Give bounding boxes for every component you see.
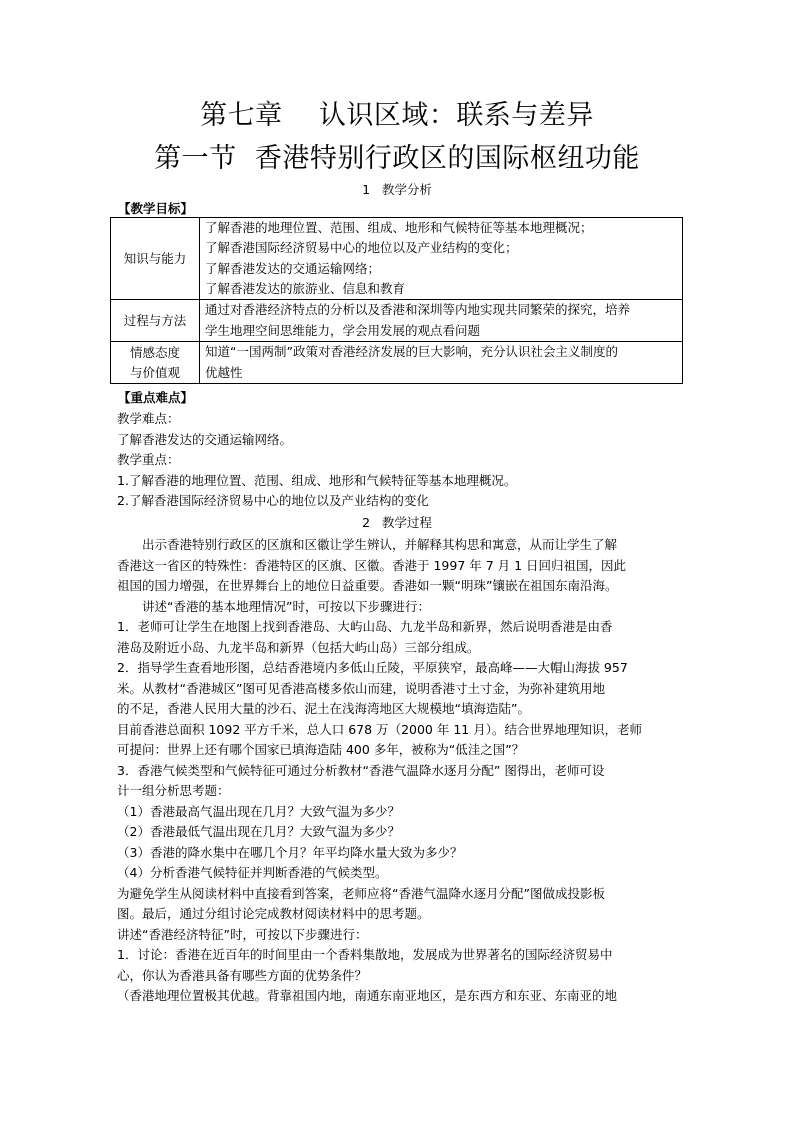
keypoint-line: 了解香港发达的交通运输网络。 [117, 431, 293, 447]
process-line: 目前香港总面积 1092 平方千米，总人口 678 万（2000 年 11 月）。结合世界地理知识，老师 [117, 721, 642, 737]
goal-line: 了解香港发达的交通运输网络； [205, 260, 381, 276]
goals-table [110, 217, 683, 384]
goal-line: 了解香港国际经济贸易中心的地位以及产业结构的变化； [205, 240, 518, 256]
goal-line: 学生地理空间思维能力，学会用发展的观点看问题 [205, 322, 481, 338]
goal-description [200, 300, 683, 342]
process-line: 计一组分析思考题： [117, 783, 230, 798]
process-line: 祖国的国力增强，在世界舞台上的地位日益重要。香港如一颗“明珠”镶嵌在祖国东南沿海。 [117, 578, 618, 593]
process-line: 1．讨论：香港在近百年的时间里由一个香料集散地，发展成为世界著名的国际经济贸易中 [117, 947, 613, 962]
process-line: 可提问：世界上还有哪个国家已填海造陆 400 多年，被称为“低洼之国”？ [117, 742, 525, 757]
goal-row-attitude [111, 342, 683, 384]
part2-heading: 2 教学过程 [362, 515, 432, 530]
goal-category: 知识与能力 [111, 218, 200, 300]
goal-row-knowledge [111, 218, 683, 300]
goals-heading: 【教学目标】 [118, 201, 194, 216]
keypoint-line: 1.了解香港的地理位置、范围、组成、地形和气候特征等基本地理概况。 [117, 472, 517, 488]
goal-line: 了解香港发达的旅游业、信息和教育 [205, 280, 406, 296]
goal-description [200, 218, 683, 300]
process-line: 讲述“香港的基本地理情况”时，可按以下步骤进行： [142, 598, 430, 614]
goal-line: 了解香港的地理位置、范围、组成、地形和气候特征等基本地理概况； [205, 220, 593, 235]
keypoint-line: 教学重点： [117, 452, 180, 467]
process-line: 3．香港气候类型和气候特征可通过分析教材“香港气温降水逐月分配” 图得出，老师可设 [117, 762, 605, 778]
process-line: 讲述“香港经济特征”时，可按以下步骤进行： [117, 926, 368, 942]
keypoints-heading: 【重点难点】 [118, 390, 194, 405]
keypoints-block [117, 409, 687, 512]
process-line: 出示香港特别行政区的区旗和区徽让学生辨认，并解释其构思和寓意，从而让学生了解 [142, 537, 618, 552]
process-line: 米。从教材“香港城区”图可见香港高楼多依山而建，说明香港寸土寸金，为弥补建筑用地 [117, 680, 605, 696]
process-line: 香港这一省区的特殊性：香港特区的区旗、区徽。香港于 1997 年 7 月 1 日回归祖国，因此 [117, 557, 627, 573]
chapter-title: 第七章 认识区域：联系与差异 [200, 100, 594, 131]
goal-description [200, 342, 683, 384]
keypoint-line: 2.了解香港国际经济贸易中心的地位以及产业结构的变化 [117, 493, 429, 508]
goal-line: 知道“一国两制”政策对香港经济发展的巨大影响，充分认识社会主义制度的 [205, 344, 618, 360]
process-line: （2）香港最低气温出现在几月？大致气温为多少？ [117, 824, 400, 839]
process-line: 的不足，香港人民用大量的沙石、泥土在浅海湾地区大规模地“填海造陆”。 [117, 701, 530, 716]
goal-category-line: 情感态度 [129, 344, 180, 360]
goal-category [111, 342, 200, 384]
process-line: （3）香港的降水集中在哪几个月？年平均降水量大致为多少？ [117, 844, 463, 860]
process-line: 为避免学生从阅读材料中直接看到答案，老师应将“香港气温降水逐月分配”图做成投影板 [117, 885, 605, 901]
process-block [117, 535, 687, 1007]
process-line: 1．老师可让学生在地图上找到香港岛、大屿山岛、九龙半岛和新界，然后说明香港是由香 [117, 619, 613, 634]
process-line: 2．指导学生查看地形图，总结香港境内多低山丘陵，平原狭窄，最高峰——大帽山海拔 957 [117, 660, 628, 675]
process-line: 图。最后，通过分组讨论完成教材阅读材料中的思考题。 [117, 906, 430, 921]
process-line: 港岛及附近小岛、九龙半岛和新界（包括大屿山岛）三部分组成。 [117, 639, 480, 655]
goal-row-process [111, 300, 683, 342]
process-line: （香港地理位置极其优越。背靠祖国内地，南通东南亚地区，是东西方和东亚、东南亚的地 [117, 988, 618, 1003]
keypoint-line: 教学难点： [117, 411, 180, 426]
process-line: 心，你认为香港具备有哪些方面的优势条件？ [117, 967, 368, 983]
goal-line: 优越性 [205, 364, 243, 380]
part1-heading: 1 教学分析 [362, 182, 432, 197]
goal-category-line: 与价值观 [129, 364, 180, 380]
process-line: （1）香港最高气温出现在几月？大致气温为多少？ [117, 803, 400, 819]
section-title: 第一节 香港特别行政区的国际枢纽功能 [154, 143, 640, 174]
process-line: （4）分析香港气候特征并判断香港的气候类型。 [117, 865, 388, 880]
goal-line: 通过对香港经济特点的分析以及香港和深圳等内地实现共同繁荣的探究，培养 [205, 302, 631, 318]
goal-category: 过程与方法 [111, 300, 200, 342]
